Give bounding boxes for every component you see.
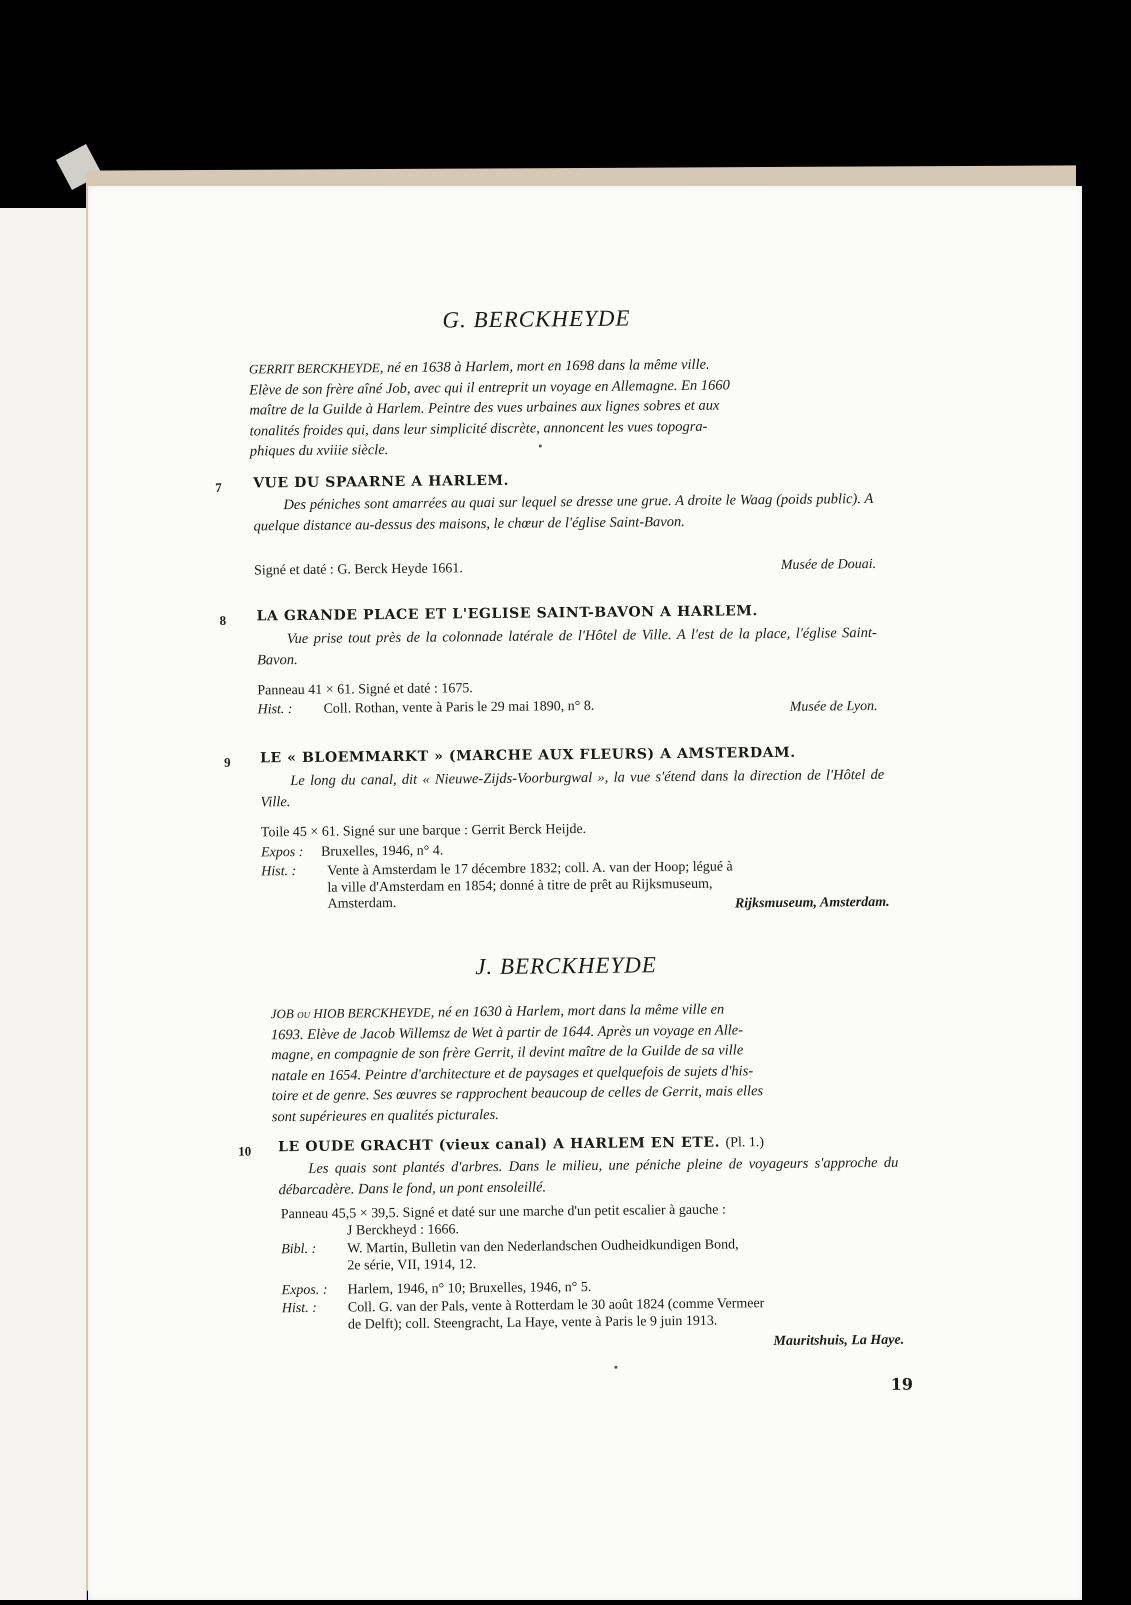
entry-detail bbox=[257, 699, 594, 719]
continuation-line: 2e série, VII, 1914, 12. bbox=[347, 1257, 477, 1274]
bio-line: natale en 1654. Peintre d'architecture et de paysages et quelquefois de sujets d'his- bbox=[271, 1062, 754, 1084]
entry-description: Des péniches sont amarrées au quai sur lequel se dresse une grue. A droite le Waag (poids public). A quelque distance au-dessus des maisons, le chœur de l'église Saint-Bavon. bbox=[253, 490, 874, 535]
entry-detail: Toile 45 × 61. Signé sur une barque : Gerrit Berck Heijde. bbox=[260, 821, 587, 841]
detail-continuation bbox=[347, 1257, 476, 1274]
detail-continuation bbox=[347, 1222, 459, 1239]
detail-label: Hist. : bbox=[281, 1300, 317, 1317]
entry-museum: Musée de Lyon. bbox=[789, 698, 878, 715]
plate-reference: (Pl. 1.) bbox=[725, 1135, 765, 1151]
bio-line: magne, en compagnie de son frère Gerrit, il devint maître de la Guilde de sa ville bbox=[271, 1042, 744, 1064]
artist-heading: G. BERCKHEYDE bbox=[442, 305, 631, 333]
entry-title: LE « BLOEMMARKT » (MARCHE AUX FLEURS) A AMSTERDAM. bbox=[259, 744, 796, 767]
bio-line: , né en 1638 à Harlem, mort en 1698 dans la même ville. bbox=[379, 356, 710, 377]
ink-speck bbox=[539, 444, 542, 447]
entry-description: Le long du canal, dit « Nieuwe-Zijds-Voorburgwal », la vue s'étend dans la direction de l'Hôtel de Ville. bbox=[260, 766, 885, 811]
detail-continuation bbox=[327, 877, 712, 913]
entry-detail bbox=[282, 1280, 592, 1299]
entry-title: LA GRANDE PLACE ET L'EGLISE SAINT-BAVON A HARLEM. bbox=[256, 603, 758, 625]
title-text: LE OUDE GRACHT (vieux canal) A HARLEM EN ETE. bbox=[278, 1134, 721, 1156]
bio-line: Elève de son frère aîné Job, avec qui il entreprit un voyage en Allemagne. En 1660 bbox=[249, 376, 730, 398]
entry-detail bbox=[261, 843, 443, 861]
continuation-line: J Berckheyd : 1666. bbox=[346, 1222, 460, 1239]
entry-museum: Rijksmuseum, Amsterdam. bbox=[734, 894, 890, 912]
detail-label: Expos. : bbox=[281, 1282, 328, 1299]
bio-line: 1693. Elève de Jacob Willemsz de Wet à partir de 1644. Après un voyage en Alle- bbox=[270, 1021, 744, 1043]
artist-bio bbox=[249, 353, 870, 462]
detail-label: Expos : bbox=[260, 844, 304, 861]
catalogue-page bbox=[88, 186, 1082, 1600]
detail-label: Hist. : bbox=[261, 864, 297, 880]
detail-text: Coll. G. van der Pals, vente à Rotterdam le 30 août 1824 (comme Vermeer bbox=[347, 1296, 765, 1316]
entry-number: 9 bbox=[224, 754, 231, 770]
entry-description: Vue prise tout près de la colonnade latérale de l'Hôtel de Ville. A l'est de la place, l'église Saint-Bavon. bbox=[256, 624, 877, 669]
bio-line: maître de la Guilde à Harlem. Peintre des vues urbaines aux lignes sobres et aux bbox=[249, 397, 720, 419]
artist-heading: J. BERCKHEYDE bbox=[475, 952, 658, 980]
continuation-line: la ville d'Amsterdam en 1854; donné à titre de prêt au Rijksmuseum, bbox=[327, 876, 713, 896]
continuation-line: Amsterdam. bbox=[327, 895, 397, 912]
detail-text: Coll. Rothan, vente à Paris le 29 mai 1890, n° 8. bbox=[323, 698, 595, 717]
detail-text: W. Martin, Bulletin van den Nederlandschen Oudheidkundigen Bond, bbox=[347, 1237, 739, 1257]
entry-title bbox=[278, 1134, 764, 1156]
entry-detail: Panneau 45,5 × 39,5. Signé et daté sur une marche d'un petit escalier à gauche : bbox=[280, 1202, 726, 1223]
detail-continuation bbox=[348, 1314, 717, 1334]
page-number: 19 bbox=[890, 1374, 914, 1394]
entry-detail: Panneau 41 × 61. Signé et daté : 1675. bbox=[257, 681, 473, 699]
bio-line: tonalités froides qui, dans leur simplicité discrète, annoncent les vues topogra- bbox=[249, 418, 708, 439]
entry-title: VUE DU SPAARNE A HARLEM. bbox=[253, 472, 510, 492]
entry-museum: Musée de Douai. bbox=[780, 556, 877, 573]
entry-detail: Signé et daté : G. Berck Heyde 1661. bbox=[254, 561, 463, 579]
bio-line: sont supérieures en qualités picturales. bbox=[271, 1106, 499, 1125]
entry-description: Les quais sont plantés d'arbres. Dans le milieu, une péniche pleine de voyageurs s'approche du débarcadère. Dans le fond, un pont ensoleillé. bbox=[278, 1154, 899, 1199]
entry-detail bbox=[281, 1237, 739, 1258]
detail-label: Hist. : bbox=[257, 702, 293, 718]
artist-bio bbox=[271, 998, 898, 1128]
entry-number: 10 bbox=[238, 1143, 252, 1159]
entry-museum: Mauritshuis, La Haye. bbox=[773, 1332, 905, 1350]
detail-text: Vente à Amsterdam le 17 décembre 1832; coll. A. van der Hoop; légué à bbox=[327, 859, 733, 879]
continuation-line: de Delft); coll. Steengracht, La Haye, vente à Paris le 9 juin 1913. bbox=[347, 1313, 718, 1333]
bio-name: GERRIT BERCKHEYDE bbox=[248, 360, 380, 377]
entry-number: 8 bbox=[219, 612, 227, 628]
bio-line: toire et de genre. Ses œuvres se rapprochent beaucoup de celles de Gerrit, mais elles bbox=[271, 1083, 764, 1105]
page-text bbox=[82, 181, 1091, 1605]
entry-number: 7 bbox=[215, 479, 222, 495]
detail-text: Bruxelles, 1946, n° 4. bbox=[320, 843, 444, 860]
ink-speck bbox=[614, 1366, 617, 1369]
detail-text: Harlem, 1946, n° 10; Bruxelles, 1946, n° 5. bbox=[347, 1279, 592, 1298]
bio-line: phiques du xviiie siècle. bbox=[249, 442, 389, 460]
facing-page-edge bbox=[0, 208, 87, 1600]
bio-name: JOB ou HIOB BERCKHEYDE bbox=[270, 1004, 431, 1022]
detail-label: Bibl. : bbox=[281, 1241, 317, 1258]
bio-line: , né en 1630 à Harlem, mort dans la même ville en bbox=[430, 1001, 725, 1021]
